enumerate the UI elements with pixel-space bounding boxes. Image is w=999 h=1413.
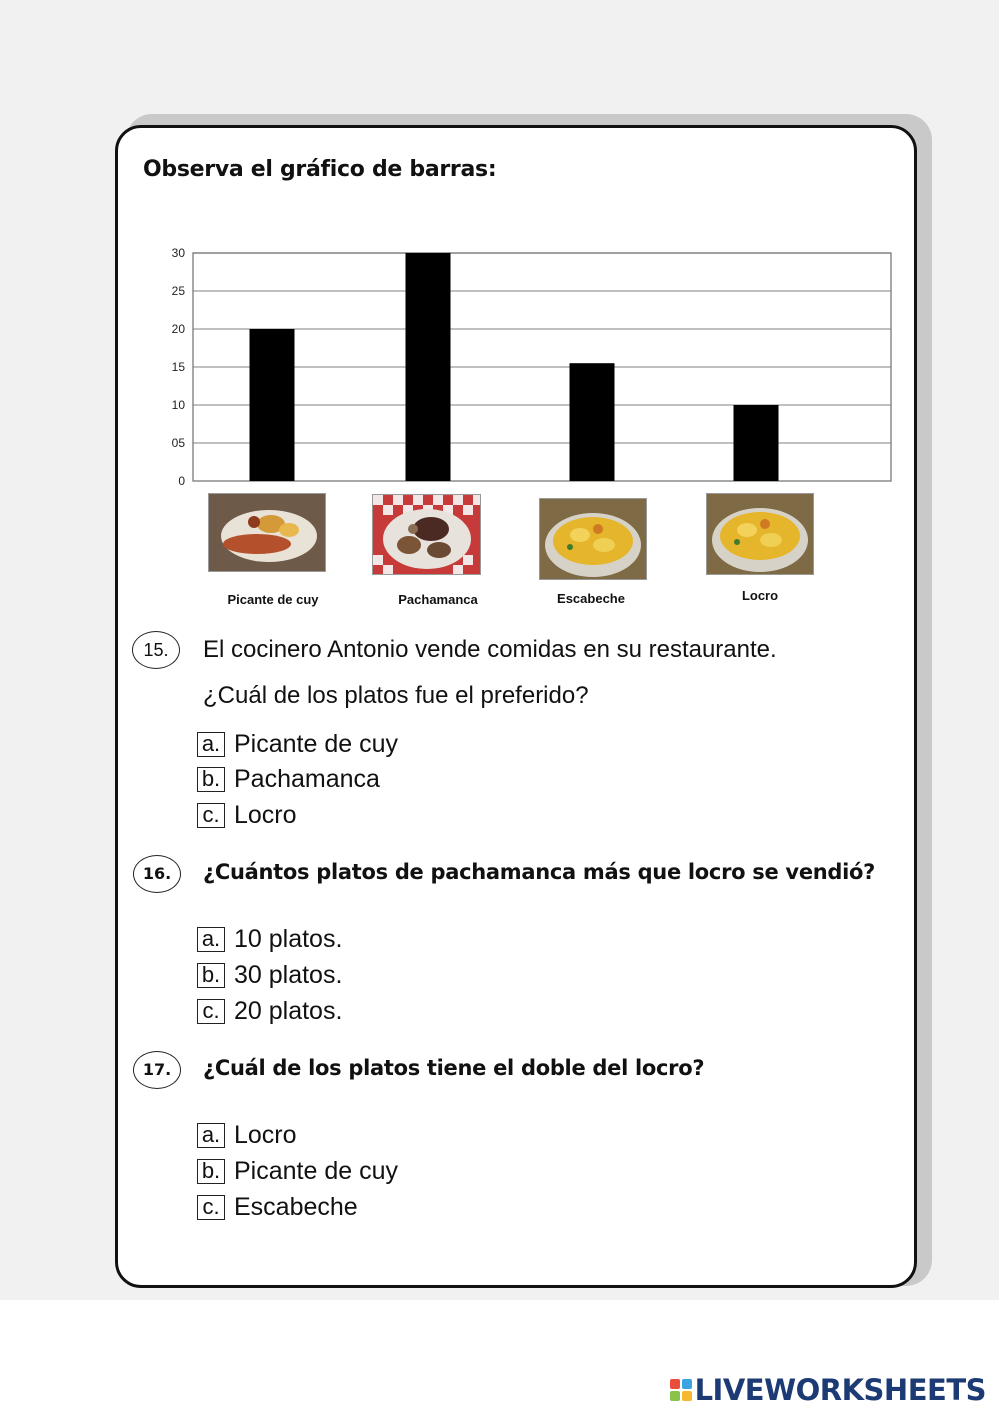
option-text: Picante de cuy	[234, 729, 398, 758]
y-tick-label: 30	[171, 246, 185, 260]
option-text: Locro	[234, 1120, 297, 1149]
locro-image	[706, 493, 814, 575]
option-letter: c.	[197, 803, 225, 828]
bar-pachamanca	[406, 253, 451, 481]
option-letter: a.	[197, 732, 225, 757]
pachamanca-image	[372, 494, 481, 575]
bar-locro	[734, 405, 779, 481]
question-16-option-c[interactable]	[197, 997, 342, 1025]
y-tick-label: 0	[178, 474, 185, 488]
question-16-option-b[interactable]	[197, 961, 342, 989]
option-letter: c.	[197, 999, 225, 1024]
food-label-escabeche: Escabeche	[557, 591, 625, 606]
question-15-text-line1: El cocinero Antonio vende comidas en su restaurante.	[203, 636, 777, 663]
y-tick-label: 10	[171, 398, 185, 412]
bar-escabeche	[570, 363, 615, 481]
option-text: Escabeche	[234, 1192, 358, 1221]
question-15-option-a[interactable]	[197, 730, 398, 758]
option-text: 20 platos.	[234, 996, 343, 1025]
option-letter: a.	[197, 927, 225, 952]
food-label-picante-de-cuy: Picante de cuy	[227, 592, 319, 607]
option-text: 10 platos.	[234, 924, 343, 953]
question-15-option-b[interactable]	[197, 765, 380, 793]
option-text: Pachamanca	[234, 764, 380, 793]
intro-heading: Observa el gráfico de barras:	[143, 157, 497, 182]
food-label-pachamanca: Pachamanca	[398, 592, 478, 607]
question-16-text: ¿Cuántos platos de pachamanca más que locro se vendió?	[203, 860, 876, 884]
option-letter: b.	[197, 767, 225, 792]
question-15-text-line2: ¿Cuál de los platos fue el preferido?	[203, 682, 589, 709]
question-15-option-c[interactable]	[197, 801, 297, 829]
food-label-locro: Locro	[741, 588, 779, 603]
option-letter: b.	[197, 963, 225, 988]
option-text: Picante de cuy	[234, 1156, 398, 1185]
bar-picante-de-cuy	[250, 329, 295, 481]
question-16-option-a[interactable]	[197, 925, 342, 953]
option-text: Locro	[234, 800, 297, 829]
question-17-option-c[interactable]	[197, 1193, 358, 1221]
liveworksheets-logo-icon	[669, 1378, 693, 1402]
option-letter: b.	[197, 1159, 225, 1184]
option-letter: a.	[197, 1123, 225, 1148]
liveworksheets-brand	[669, 1373, 986, 1407]
y-tick-label: 15	[171, 360, 185, 374]
option-letter: c.	[197, 1195, 225, 1220]
question-17-text: ¿Cuál de los platos tiene el doble del locro?	[203, 1056, 705, 1080]
question-17-option-a[interactable]	[197, 1121, 297, 1149]
picante-de-cuy-image	[208, 493, 326, 572]
escabeche-image	[539, 498, 647, 580]
option-text: 30 platos.	[234, 960, 343, 989]
question-17-number: 17.	[133, 1051, 181, 1089]
question-17-option-b[interactable]	[197, 1157, 398, 1185]
question-16-number: 16.	[133, 855, 181, 893]
y-tick-label: 05	[171, 436, 185, 450]
brand-text: LIVEWORKSHEETS	[694, 1373, 986, 1407]
y-tick-label: 20	[171, 322, 185, 336]
bar-chart	[150, 240, 900, 490]
question-15-number: 15.	[132, 631, 180, 669]
y-tick-label: 25	[171, 284, 185, 298]
